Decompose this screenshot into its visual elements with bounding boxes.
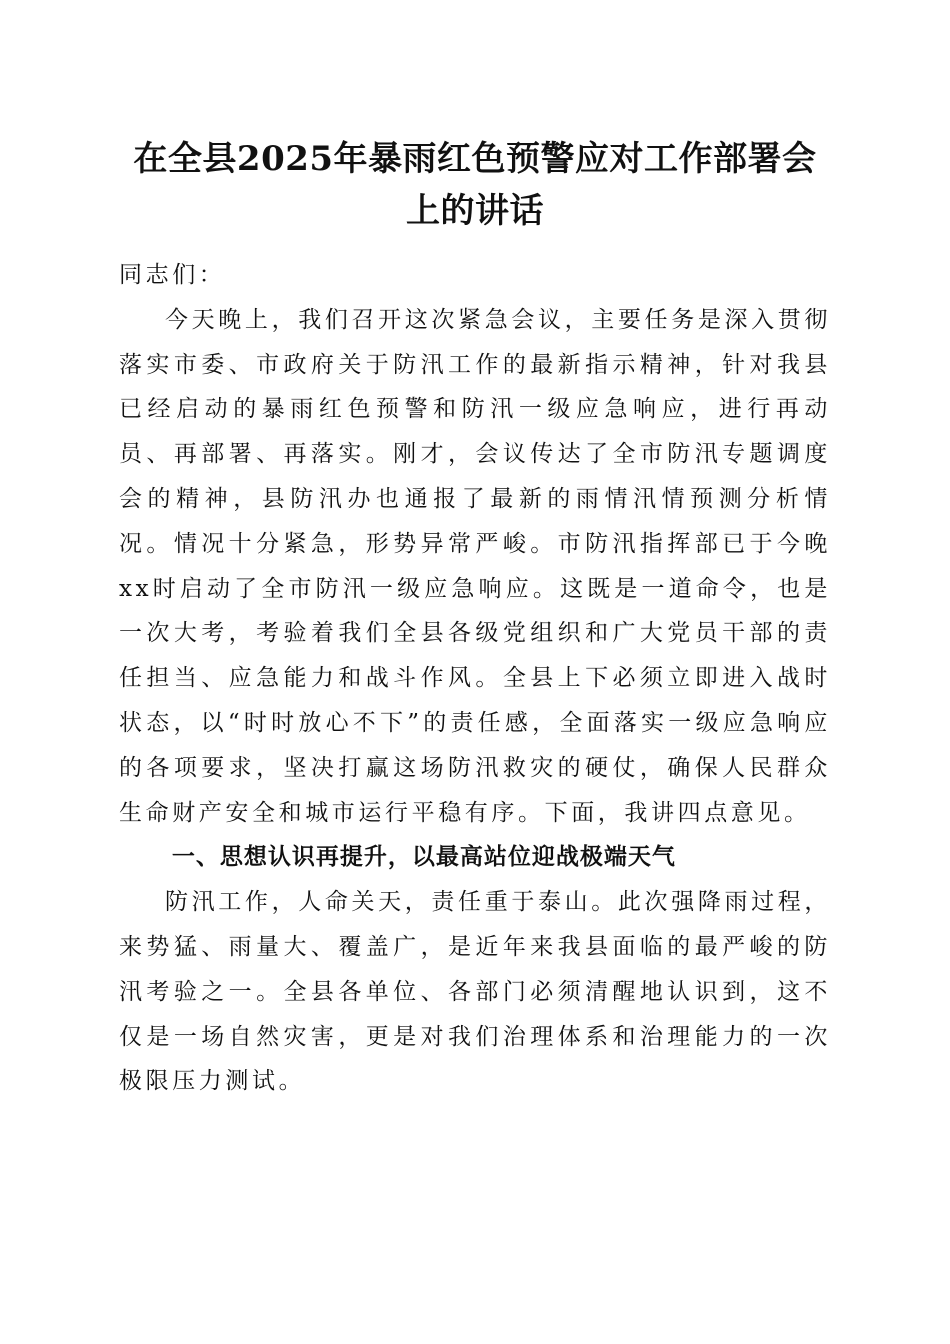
section-1-heading: 一、思想认识再提升，以最高站位迎战极端天气 (171, 844, 676, 871)
title-line-1: 在全县2025年暴雨红色预警应对工作部署会 (133, 139, 817, 179)
document-body (119, 253, 831, 1104)
document-title (110, 133, 840, 237)
salutation: 同志们： (119, 262, 226, 288)
title-line-2: 上的讲话 (406, 191, 544, 231)
paragraph-1: 今天晚上，我们召开这次紧急会议，主要任务是深入贯彻落实市委、市政府关于防汛工作的最新指示精神，针对我县已经启动的暴雨红色预警和防汛一级应急响应，进行再动员、再部署、再落实。刚才，会议传达了全市防汛专题调度会的精神，县防汛办也通报了最新的雨情汛情预测分析情况。情况十分紧急，形势异常严峻。市防汛指挥部已于今晚xx时启动了全市防汛一级应急响应。这既是一道命令，也是一次大考，考验着我们全县各级党组织和广大党员干部的责任担当、应急能力和战斗作风。全县上下必须立即进入战时状态，以“时时放心不下”的责任感，全面落实一级应急响应的各项要求，坚决打赢这场防汛救灾的硬仗，确保人民群众生命财产安全和城市运行平稳有序。下面，我讲四点意见。 (119, 306, 831, 826)
paragraph-2: 防汛工作，人命关天，责任重于泰山。此次强降雨过程，来势猛、雨量大、覆盖广，是近年来我县面临的最严峻的防汛考验之一。全县各单位、各部门必须清醒地认识到，这不仅是一场自然灾害，更是对我们治理体系和治理能力的一次极限压力测试。 (119, 889, 831, 1095)
